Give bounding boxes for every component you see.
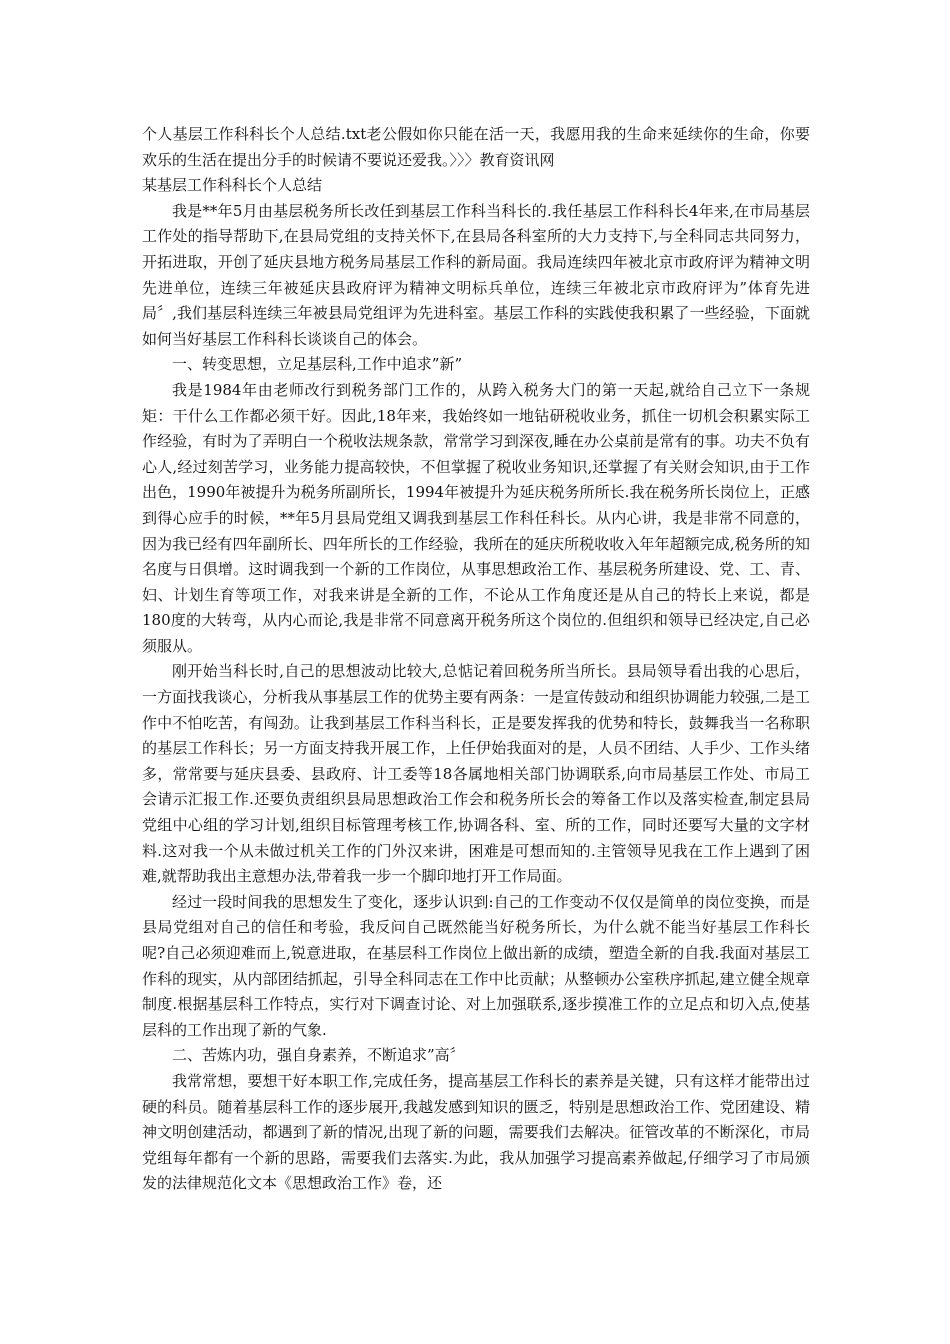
header-line: 个人基层工作科科长个人总结.txt老公假如你只能在活一天，我愿用我的生命来延续你的生命，你要欢乐的生活在提出分手的时候请不要说还爱我。〉〉〉教育资讯网 [142, 125, 810, 169]
section-heading-1: 一、转变思想，立足基层科,工作中追求”新” [172, 355, 463, 374]
paragraph-start-as-chief: 刚开始当科长时,自己的思想波动比较大,总惦记着回税务所当所长。县局领导看出我的心思后，一方面找我谈心，分析我从事基层工作的优势主要有两条：一是宣传鼓动和组织协调能力较强,二是工作中不怕吃苦，有闯劲。让我到基层工作科当科长，正是要发挥我的优势和特长，鼓舞我当一名称职的基层工作科长；另一方面支持我开展工作，上任伊始我面对的是，人员不团结、人手少、工作头绪多，常常要与延庆县委、县政府、计工委等18各属地相关部门协调联系,向市局基层工作处、市局工会请示汇报工作.还要负责组织县局思想政治工作会和税务所长会的筹备工作以及落实检查,制定县局党组中心组的学习计划,组织目标管理考核工作,协调各科、室、所的工作，同时还要写大量的文字材料.这对我一个从未做过机关工作的门外汉来讲，困难是可想而知的.主管领导见我在工作上遇到了困难,就帮助我出主意想办法,带着我一步一个脚印地打开工作局面。 [142, 662, 810, 886]
section-heading-2: 二、苦炼内功，强自身素养，不断追求”高〞 [172, 1046, 465, 1065]
paragraph-career: 我是1984年由老师改行到税务部门工作的，从跨入税务大门的第一天起,就给自己立下一条规矩：干什么工作都必须干好。因此,18年来，我始终如一地钻研税收业务，抓住一切机会积累实际工作经验，有时为了弄明白一个税收法规条款，常常学习到深夜,睡在办公桌前是常有的事。功夫不负有心人,经过刻苦学习，业务能力提高较快，不但掌握了税收业务知识,还掌握了有关财会知识,由于工作出色，1990年被提升为税务所副所长，1994年被提升为延庆税务所所长.我在税务所长岗位上，正感到得心应手的时候，**年5月县局党组又调我到基层工作科任科长。从内心讲，我是非常不同意的，因为我已经有四年副所长、四年所长的工作经验，我所在的延庆所税收收入年年超额完成,税务所的知名度与日俱增。这时调我到一个新的工作岗位，从事思想政治工作、基层税务所建设、党、工、青、妇、计划生育等项工作，对我来讲是全新的工作，不论从工作角度还是从自己的特长上来说，都是180度的大转弯，从内心而论,我是非常不同意离开税务所这个岗位的.但组织和领导已经决定,自己必须服从。 [142, 380, 810, 655]
document-body [142, 122, 810, 1197]
paragraph-mindset-change: 经过一段时间我的思想发生了变化，逐步认识到:自己的工作变动不仅仅是简单的岗位变换，而是县局党组对自己的信任和考验，我反问自己既然能当好税务所长，为什么就不能当好基层工作科长呢?自己必须迎难而上,锐意进取，在基层科工作岗位上做出新的成绩，塑造全新的自我.我面对基层工作科的现实，从内部团结抓起，引导全科同志在工作中比贡献；从整顿办公室秩序抓起,建立健全规章制度.根据基层科工作特点，实行对下调查讨论、对上加强联系,逐步摸准工作的立足点和切入点,使基层科的工作出现了新的气象. [142, 892, 810, 1039]
paragraph-self-improvement: 我常常想，要想干好本职工作,完成任务，提高基层工作科长的素养是关键，只有这样才能带出过硬的科员。随着基层科工作的逐步展开,我越发感到知识的匮乏，特别是思想政治工作、党团建设、精神文明创建活动，都遇到了新的情况,出现了新的问题，需要我们去解决。征管改革的不断深化，市局党组每年都有一个新的思路，需要我们去落实.为此，我从加强学习提高素养做起,仔细学习了市局颁发的法律规范化文本《思想政治工作》卷，还 [142, 1071, 810, 1193]
paragraph-intro: 我是**年5月由基层税务所长改任到基层工作科当科长的.我任基层工作科科长4年来,在市局基层工作处的指导帮助下,在县局党组的支持关怀下,在县局各科室所的大力支持下,与全科同志共同努力，开拓进取，开创了延庆县地方税务局基层工作科的新局面。我局连续四年被北京市政府评为精神文明先进单位，连续三年被延庆县政府评为精神文明标兵单位，连续三年被北京市政府评为”体育先进局〞,我们基层科连续三年被县局党组评为先进科室。基层工作科的实践使我积累了一些经验，下面就如何当好基层工作科科长谈谈自己的体会。 [142, 201, 810, 348]
document-title: 某基层工作科科长个人总结 [142, 176, 323, 195]
